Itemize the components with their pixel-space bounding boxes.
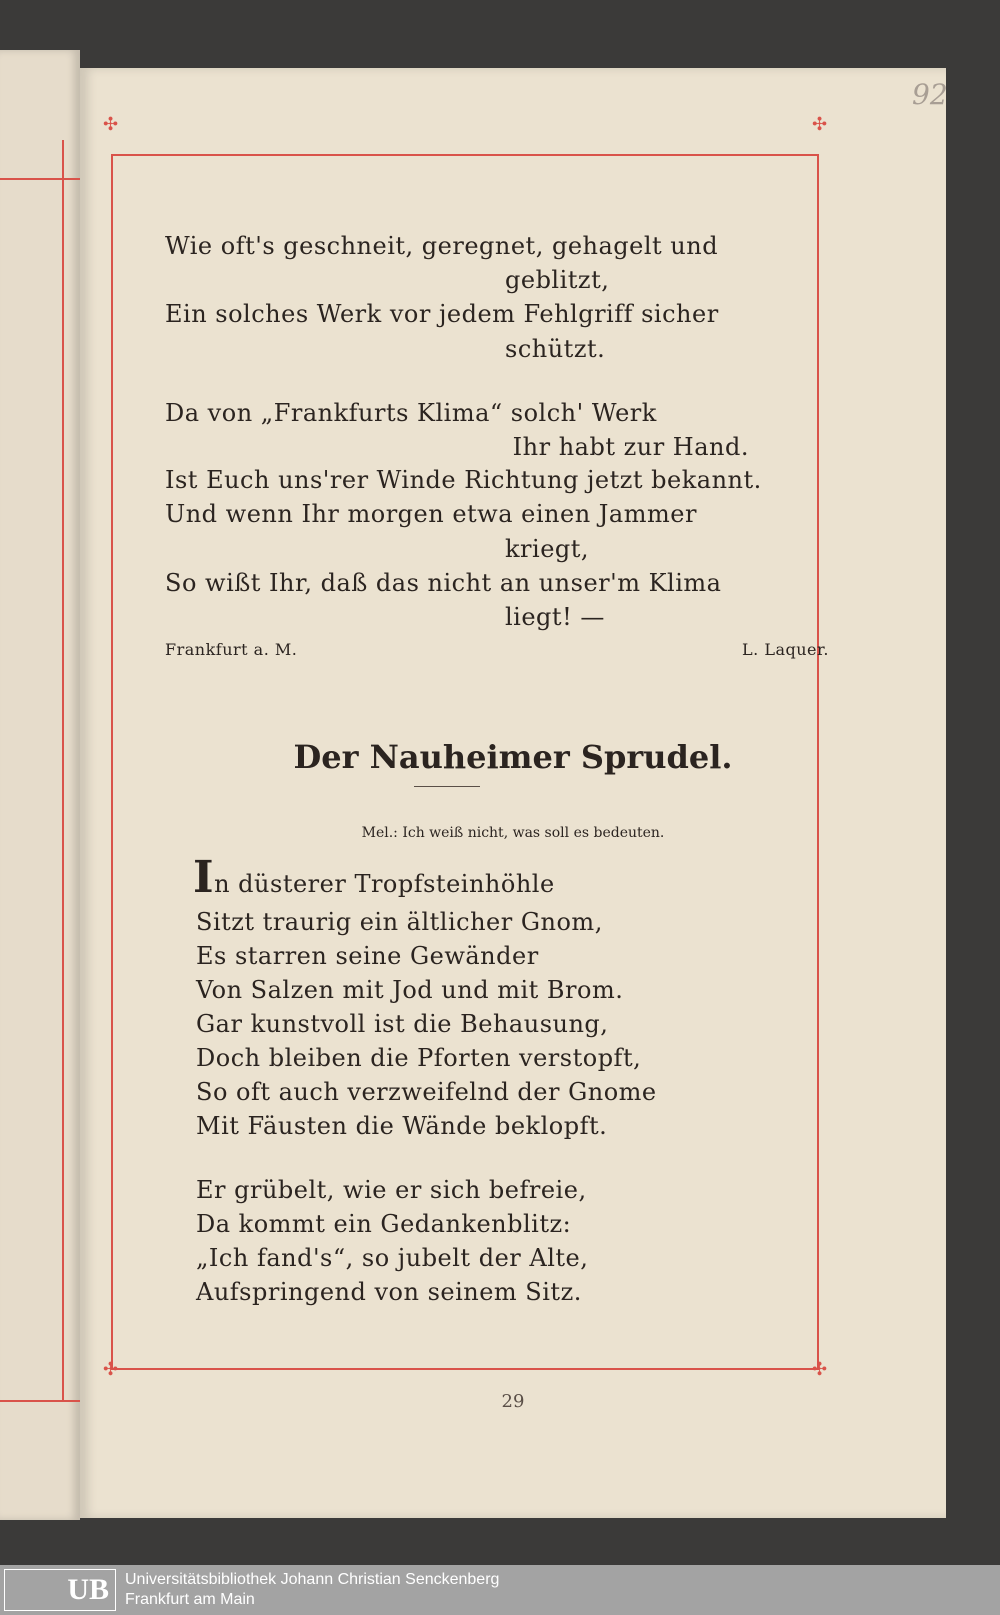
- corner-ornament-icon: ✣: [812, 1359, 828, 1380]
- page-number: 29: [501, 1391, 525, 1412]
- title-divider: [414, 786, 480, 787]
- library-city: Frankfurt am Main: [125, 1591, 255, 1608]
- poem-line: Ein solches Werk vor jedem Fehlgriff sicher: [165, 300, 719, 328]
- left-page-border: [0, 178, 80, 180]
- corner-ornament-icon: ✣: [812, 114, 828, 135]
- poem-line: Er grübelt, wie er sich befreie,: [196, 1176, 587, 1204]
- poem-line: Ihr habt zur Hand.: [512, 433, 749, 461]
- poem-author: L. Laquer.: [742, 640, 829, 659]
- poem-line: Da kommt ein Gedankenblitz:: [196, 1210, 572, 1238]
- ub-logo[interactable]: [4, 1569, 116, 1611]
- poem-line: Ist Euch uns'rer Winde Richtung jetzt bekannt.: [165, 466, 762, 494]
- poem-line: Und wenn Ihr morgen etwa einen Jammer: [165, 500, 697, 528]
- poem-title: Der Nauheimer Sprudel.: [293, 738, 733, 776]
- poem-line: Gar kunstvoll ist die Behausung,: [196, 1010, 609, 1038]
- melody-note: Mel.: Ich weiß nicht, was soll es bedeuten.: [361, 825, 665, 841]
- left-page-border: [0, 1400, 80, 1402]
- poem-line: So wißt Ihr, daß das nicht an unser'm Klima: [165, 569, 722, 597]
- poem-line: Da von „Frankfurts Klima“ solch' Werk: [165, 399, 657, 427]
- corner-ornament-icon: ✣: [103, 114, 119, 135]
- library-footer: [0, 1565, 1000, 1615]
- left-page-edge: [0, 50, 80, 1520]
- poem-line: Aufspringend von seinem Sitz.: [196, 1278, 582, 1306]
- poem-line: So oft auch verzweifelnd der Gnome: [196, 1078, 657, 1106]
- poem-line: schützt.: [505, 335, 606, 363]
- drop-cap: I: [193, 852, 215, 903]
- poem-line: Von Salzen mit Jod und mit Brom.: [196, 976, 624, 1004]
- corner-ornament-icon: ✣: [103, 1359, 119, 1380]
- poem-line: Wie oft's geschneit, geregnet, gehagelt und: [165, 232, 719, 260]
- library-name: Universitätsbibliothek Johann Christian Senckenberg: [125, 1571, 500, 1588]
- poem-line: Es starren seine Gewänder: [196, 942, 539, 970]
- pencil-page-number: 92: [912, 78, 948, 111]
- left-page-border: [62, 140, 64, 1400]
- poem-line: kriegt,: [505, 535, 590, 563]
- poem-line: geblitzt,: [505, 266, 610, 294]
- poem-line: Sitzt traurig ein ältlicher Gnom,: [196, 908, 603, 936]
- poem-line: Doch bleiben die Pforten verstopft,: [196, 1044, 642, 1072]
- poem-line: Mit Fäusten die Wände beklopft.: [196, 1112, 608, 1140]
- book-page: [80, 68, 946, 1518]
- poem-place: Frankfurt a. M.: [165, 640, 298, 659]
- poem-line: „Ich fand's“, so jubelt der Alte,: [196, 1244, 589, 1272]
- poem-line: liegt! —: [505, 603, 605, 631]
- logo-text: UB: [67, 1573, 109, 1606]
- poem-line: n düsterer Tropfsteinhöhle: [214, 870, 555, 898]
